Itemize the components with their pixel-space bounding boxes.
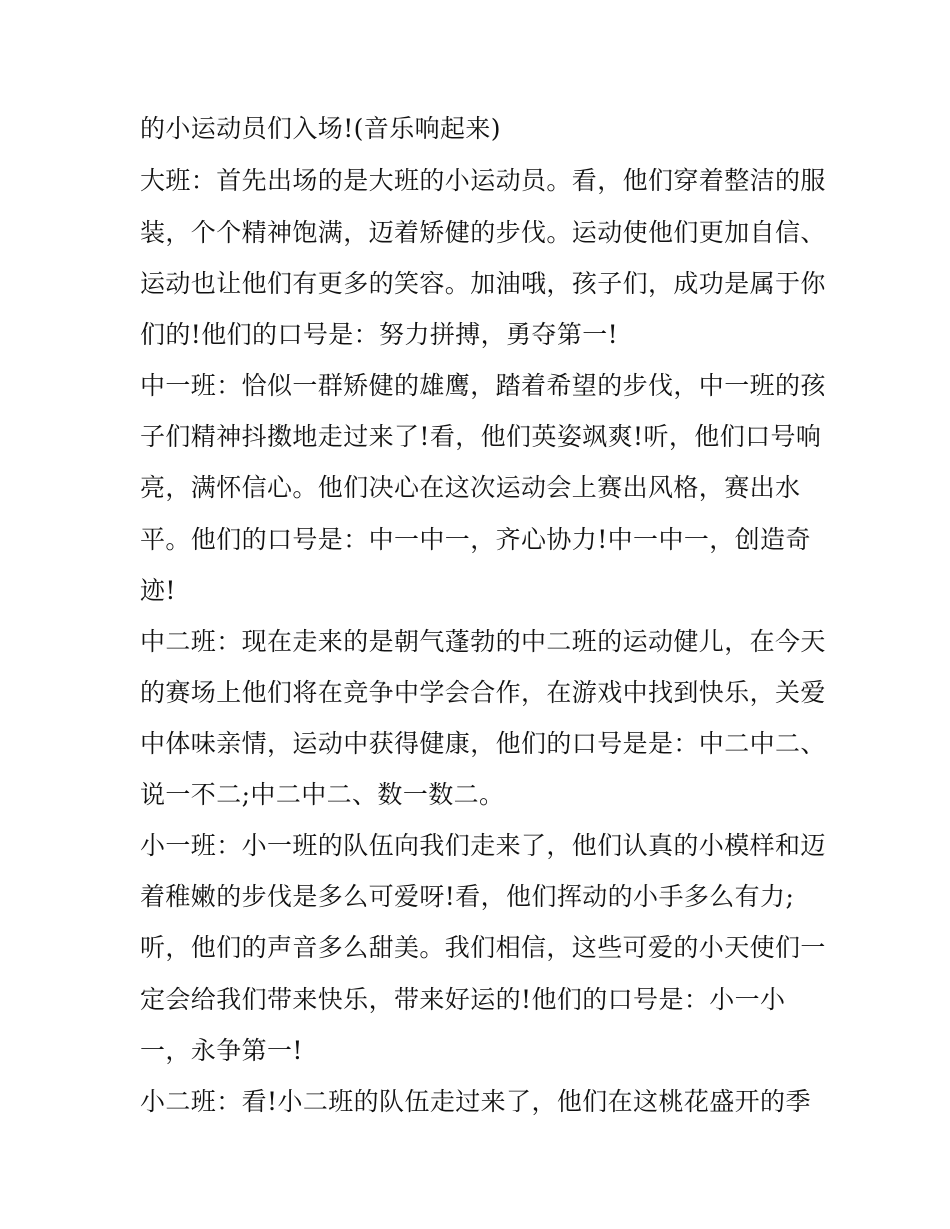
text-line: 着稚嫩的步伐是多么可爱呀!看，他们挥动的小手多么有力; — [140, 882, 795, 911]
text-line: 运动也让他们有更多的笑容。加油哦，孩子们，成功是属于你 — [140, 269, 826, 298]
text-line: 装，个个精神饱满，迈着矫健的步伐。运动使他们更加自信、 — [140, 218, 826, 247]
text-line: 小一班：小一班的队伍向我们走来了，他们认真的小模样和迈 — [140, 831, 826, 860]
text-line: 的小运动员们入场!(音乐响起来) — [140, 114, 501, 143]
text-line: 平。他们的口号是：中一中一，齐心协力!中一中一，创造奇 — [140, 525, 811, 554]
text-line: 子们精神抖擞地走过来了!看，他们英姿飒爽!听，他们口号响 — [140, 422, 822, 451]
text-line: 迹! — [140, 576, 176, 605]
text-line: 听，他们的声音多么甜美。我们相信，这些可爱的小天使们一 — [140, 933, 826, 962]
text-line: 定会给我们带来快乐，带来好运的!他们的口号是：小一小 — [140, 985, 786, 1014]
text-line: 中一班：恰似一群矫健的雄鹰，踏着希望的步伐，中一班的孩 — [140, 371, 826, 400]
text-line: 一，永争第一! — [140, 1036, 303, 1065]
text-line: 小二班：看!小二班的队伍走过来了，他们在这桃花盛开的季 — [140, 1087, 811, 1116]
text-line: 们的!他们的口号是：努力拼搏，勇夺第一! — [140, 320, 619, 349]
text-line: 大班：首先出场的是大班的小运动员。看，他们穿着整洁的服 — [140, 166, 826, 195]
text-line: 中体味亲情，运动中获得健康，他们的口号是是：中二中二、 — [140, 729, 826, 758]
text-line: 的赛场上他们将在竞争中学会合作，在游戏中找到快乐，关爱 — [140, 678, 826, 707]
text-line: 中二班：现在走来的是朝气蓬勃的中二班的运动健儿，在今天 — [140, 627, 826, 656]
text-line: 说一不二;中二中二、数一数二。 — [140, 780, 505, 809]
text-line: 亮，满怀信心。他们决心在这次运动会上赛出风格，赛出水 — [140, 473, 801, 502]
